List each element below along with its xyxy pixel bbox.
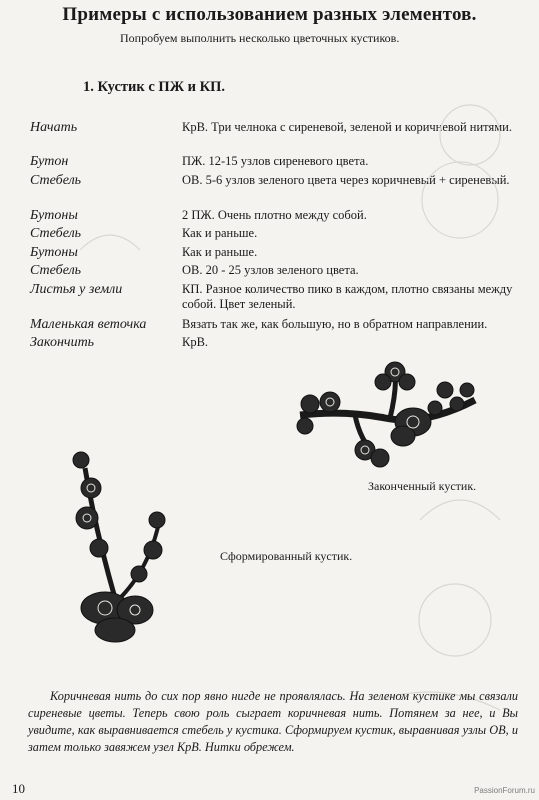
step-label: Листья у земли xyxy=(30,282,123,297)
finished-sprig-caption: Законченный кустик. xyxy=(368,479,477,493)
formed-sprig-caption: Сформированный кустик. xyxy=(220,549,353,563)
step-label: Маленькая веточка xyxy=(30,317,147,332)
site-watermark: PassionForum.ru xyxy=(474,786,535,795)
step-label: Начать xyxy=(30,120,78,135)
step-text: 2 ПЖ. Очень плотно между собой. xyxy=(182,208,367,222)
step-text: ОВ. 5-6 узлов зеленого цвета через коричневый + сиреневый. xyxy=(182,173,510,187)
step-label: Закончить xyxy=(30,335,95,350)
finished-sprig-illustration xyxy=(285,360,485,470)
page-title: Примеры с использованием разных элементов. xyxy=(62,4,477,25)
section-heading: 1. Кустик с ПЖ и КП. xyxy=(83,79,226,95)
step-label: Бутоны xyxy=(30,208,78,223)
step-text: КрВ. xyxy=(182,335,209,349)
page-subtitle: Попробуем выполнить несколько цветочных кустиков. xyxy=(120,31,400,45)
step-text: КрВ. Три челнока с сиреневой, зеленой и коричневой нитями. xyxy=(182,120,512,134)
step-label: Бутоны xyxy=(30,245,78,260)
step-label: Стебель xyxy=(30,263,82,278)
step-text: КП. Разное количество пико в каждом, плотно связаны между собой. Цвет зеленый. xyxy=(182,282,513,311)
step-label: Бутон xyxy=(30,154,69,169)
step-text: Как и раньше. xyxy=(182,245,258,259)
step-text: ОВ. 20 - 25 узлов зеленого цвета. xyxy=(182,263,359,277)
page-number: 10 xyxy=(12,781,25,796)
step-text: Как и раньше. xyxy=(182,226,258,240)
formed-sprig-illustration xyxy=(65,448,175,648)
step-label: Стебель xyxy=(30,173,82,188)
step-text: Вязать так же, как большую, но в обратном направлении. xyxy=(182,317,488,331)
step-label: Стебель xyxy=(30,226,82,241)
closing-paragraph: Коричневая нить до сих пор явно нигде не проявлялась. На зеленом кустике мы связали сиреневые цветы. Теперь свою роль сыграет коричневая нить. Потянем за нее, и Вы увидите, как выравнивается стебель у кустика. Сформируем кустик, выравнивая узлы ОВ, и затем только завяжем узел КрВ. Нитки обрежем. xyxy=(28,689,518,754)
step-text: ПЖ. 12-15 узлов сиреневого цвета. xyxy=(182,154,369,168)
